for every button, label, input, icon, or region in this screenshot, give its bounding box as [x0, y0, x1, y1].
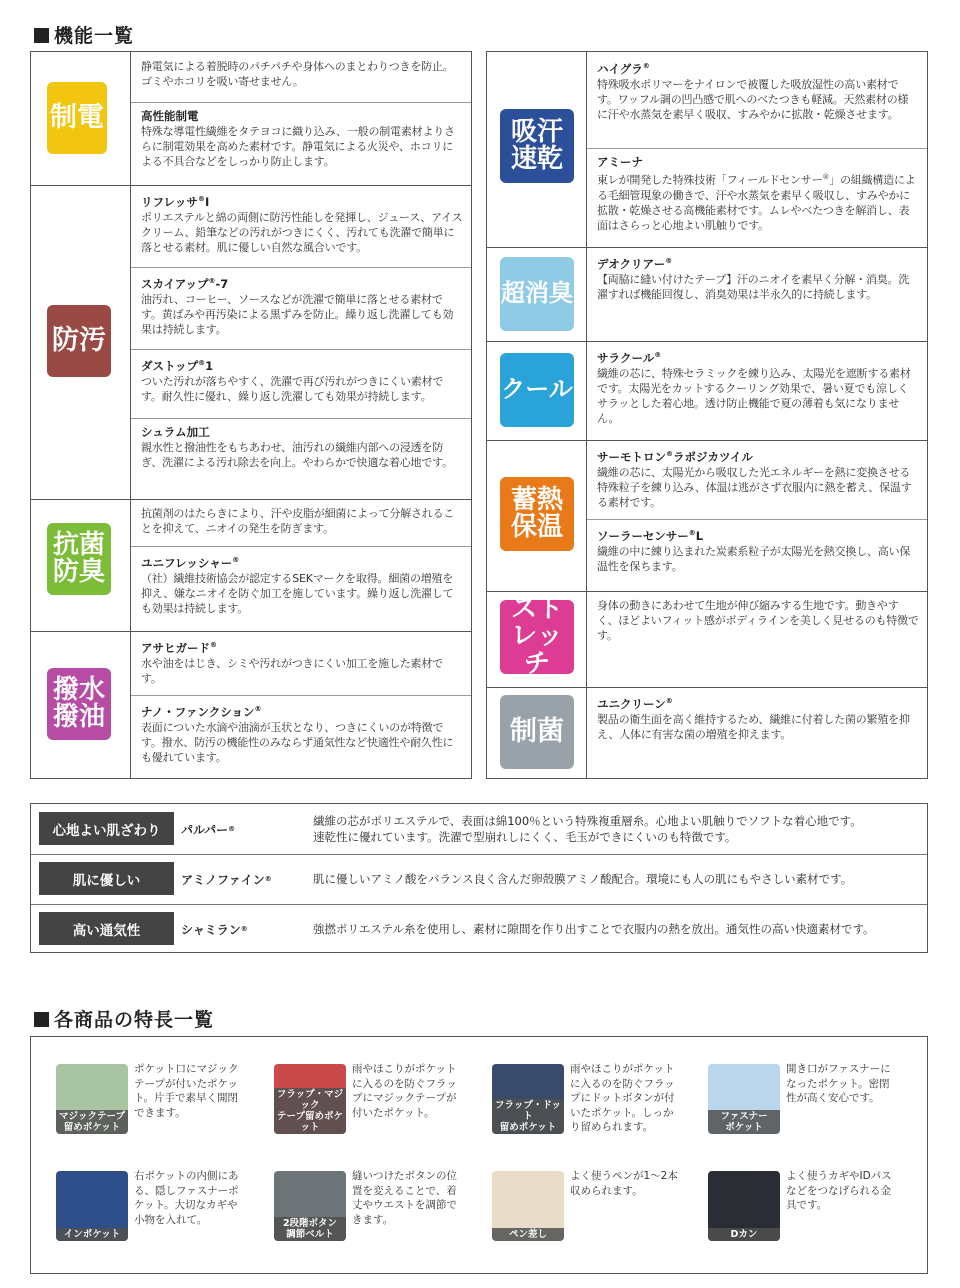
function-badge: クール — [500, 353, 574, 427]
product-feature-description: 雨やほこりがポケットに入るのを防ぐフラップにドットボタンが付いたポケット。しっかり留められます。 — [570, 1063, 675, 1133]
group-label-cell — [31, 499, 131, 631]
product-feature-caption: Dカン — [708, 1228, 780, 1241]
item-description: 【両脇に縫い付けたテープ】汗のニオイを素早く分解・消臭。洗濯すれば機能回復し、消臭効果は半永久的に持続します。 — [597, 272, 910, 301]
comfort-row — [31, 854, 927, 905]
group-label-cell — [487, 247, 587, 341]
function-item — [131, 499, 471, 547]
comfort-material-name: アミノファイン ® — [181, 872, 272, 887]
function-item — [587, 52, 927, 149]
product-feature-photo — [492, 1171, 564, 1241]
product-feature-caption: 2段階ボタン 調節ベルト — [274, 1217, 346, 1241]
item-description: 繊維の芯に、太陽光から吸収した光エネルギーを熱に変換させる特殊粒子を練り込み、体温は逃がさず衣服内に熱を蓄え、保温する素材です。 — [597, 465, 912, 509]
product-feature-caption: ファスナー ポケット — [708, 1110, 780, 1134]
product-feature-photo — [492, 1064, 564, 1134]
function-item — [131, 185, 471, 268]
group-label-cell — [487, 687, 587, 778]
left-group — [31, 631, 471, 778]
item-description: ついた汚れが落ちやすく、洗濯で再び汚れがつきにくい素材です。耐久性に優れ、繰り返し洗濯しても効果が持続します。 — [141, 374, 444, 403]
item-name: シュラム加工 — [141, 425, 210, 439]
group-label-cell — [487, 52, 587, 247]
function-badge: 超消臭 — [500, 257, 574, 331]
right-group — [487, 52, 927, 248]
group-label-cell — [487, 341, 587, 440]
section-title-functions: 機能一覧 — [34, 21, 134, 48]
product-feature — [467, 1064, 685, 1162]
group-label-cell — [31, 185, 131, 499]
function-badge: 撥水 撥油 — [47, 668, 111, 740]
comfort-label: 肌に優しい — [39, 862, 174, 895]
item-name: リフレッサ®Ⅰ — [141, 194, 210, 209]
comfort-material-name: パルパー ® — [181, 822, 236, 837]
function-table-left — [30, 51, 472, 779]
function-badge: スト レッチ — [500, 600, 574, 674]
comfort-row — [31, 804, 927, 855]
right-group — [487, 341, 927, 441]
function-badge: 抗菌 防臭 — [47, 523, 111, 595]
product-feature — [31, 1171, 249, 1269]
left-group — [31, 185, 471, 500]
product-feature-photo — [708, 1171, 780, 1241]
right-group — [487, 247, 927, 342]
item-description: 抗菌剤のはたらきにより、汗や皮脂が細菌によって分解されることを抑えて、ニオイの発生を防ぎます。 — [141, 507, 455, 535]
item-description: 特殊な導電性繊維をタテヨコに織り込み、一般の制電素材よりさらに制電効果を高めた素材です。静電気による火災や、ホコリによる不具合などをしっかり防止します。 — [141, 125, 455, 168]
item-description: 静電気による着脱時のパチパチや身体へのまとわりつきを防止。ゴミやホコリを吸い寄せません。 — [141, 60, 454, 88]
group-label-cell — [487, 591, 587, 687]
function-item — [587, 591, 927, 687]
item-description: 繊維の芯に、特殊セラミックを練り込み、太陽光を遮断する素材です。太陽光をカットするクーリング効果で、暑い夏でも涼しくサラッとした着心地。透け防止機能で夏の薄着も気になりません。 — [597, 366, 911, 425]
item-description: 水や油をはじき、シミや汚れがつきにくい加工を施した素材です。 — [141, 656, 443, 685]
product-feature-caption: ペン差し — [492, 1228, 564, 1241]
comfort-material-name: シャミラン ® — [181, 922, 248, 937]
item-description: 特殊吸水ポリマーをナイロンで被覆した吸放湿性の高い素材です。ワッフル調の凹凸感で肌へのべたつきも軽減。天然素材の様に汗や水蒸気を素早く吸収、すみやかに拡散・乾燥させます。 — [597, 77, 909, 121]
item-description: 親水性と撥油性をもちあわせ、油汚れの繊維内部への浸透を防ぎ、洗濯による汚れ除去を向上。やわらかで快適な着心地です。 — [141, 441, 453, 469]
item-name: ハイグラ® — [597, 61, 650, 76]
product-feature-description: よく使うカギやIDパスなどをつなげられる金具です。 — [786, 1170, 892, 1211]
product-feature-photo — [274, 1171, 346, 1241]
function-item — [587, 519, 927, 591]
item-description: ポリエステルと綿の両側に防汚性能しを発揮し、ジュース、アイスクリーム、鉛筆などの汚れがつきにくく、汚れても洗濯で簡単に落とせる素材。肌に優しい自然な風合いです。 — [141, 210, 463, 254]
comfort-description: 繊維の芯がポリエステルで、表面は綿100％という特殊複重層糸。心地よい肌触りでソフトな着心地です。 速乾性に優れています。洗濯で型崩れしにくく、毛玉ができにくいのも特徴です。 — [313, 814, 862, 844]
group-label-cell — [31, 52, 131, 185]
product-feature-description: 開き口がファスナーになったポケット。密閉性が高く安心です。 — [786, 1063, 891, 1104]
item-name: サラクール® — [597, 350, 662, 365]
function-table-right — [486, 51, 928, 779]
product-feature-description: 右ポケットの内側にある、隠しファスナーポケット。大切なカギや小物を入れて。 — [134, 1170, 239, 1226]
product-feature-photo — [56, 1064, 128, 1134]
product-feature-description: よく使うペンが1～2本収められます。 — [570, 1170, 678, 1197]
group-label-cell — [487, 440, 587, 591]
item-description: 東レが開発した特殊技術「フィールドセンサー®」の組織構造による毛細管現象の働きで、汗や水蒸気を素早く吸収し、すみやかに拡散・乾燥させる高機能素材です。ムレやべたつきを解消し、表面はさらっと心地よい肌触りです。 — [597, 173, 916, 232]
product-features-table — [30, 1036, 928, 1274]
right-group — [487, 687, 927, 778]
function-item — [131, 631, 471, 696]
item-name: ダストップ®1 — [141, 358, 214, 373]
comfort-row — [31, 904, 927, 954]
left-group — [31, 52, 471, 186]
item-name: ユニフレッシャー® — [141, 555, 240, 570]
function-item — [131, 418, 471, 499]
function-item — [587, 440, 927, 520]
item-description: 繊維の中に練り込まれた炭素系粒子が太陽光を熱交換し、高い保温性を保ちます。 — [597, 544, 911, 573]
item-name: ナノ・ファンクション® — [141, 704, 262, 719]
product-feature-caption: フラップ・ドット 留めポケット — [492, 1099, 564, 1134]
product-feature — [31, 1064, 249, 1162]
function-badge: 吸汗 速乾 — [500, 109, 574, 183]
function-badge: 蓄熱 保温 — [500, 477, 574, 551]
right-group — [487, 591, 927, 688]
item-name: アミーナ — [597, 155, 643, 169]
product-feature-description: ポケット口にマジックテープが付いたポケット。片手で素早く開閉できます。 — [134, 1063, 239, 1119]
group-label-cell — [31, 631, 131, 778]
item-name: ユニクリーン® — [597, 696, 673, 711]
product-feature-photo — [56, 1171, 128, 1241]
function-item — [131, 267, 471, 350]
function-item — [131, 695, 471, 778]
function-item — [587, 247, 927, 341]
product-feature — [683, 1171, 901, 1269]
comfort-label: 心地よい肌ざわり — [39, 812, 174, 845]
product-feature-caption: インポケット — [56, 1228, 128, 1241]
product-feature — [683, 1064, 901, 1162]
function-item — [131, 349, 471, 419]
item-description: 製品の衛生面を高く維持するため、繊維に付着した菌の繁殖を抑え、人体に有害な菌の増殖を抑えます。 — [597, 712, 910, 741]
item-description: （社）繊維技術協会が認定するSEKマークを取得。細菌の増殖を抑え、嫌なニオイを防ぐ加工を施しています。繰り返し洗濯しても効果は持続します。 — [141, 571, 454, 615]
item-description: 油汚れ、コーヒー、ソースなどが洗濯で簡単に落とせる素材です。黄ばみや再汚染による黒ずみを防止。繰り返し洗濯しても効果は持続します。 — [141, 292, 454, 336]
item-name: アサヒガード® — [141, 640, 217, 655]
comfort-label: 高い通気性 — [39, 912, 174, 945]
product-feature-photo — [274, 1064, 346, 1134]
function-badge: 制電 — [47, 82, 107, 154]
product-feature-caption: フラップ・マジック テープ留めポケット — [274, 1088, 346, 1134]
comfort-table — [30, 803, 928, 953]
item-name: ソーラーセンサー®L — [597, 528, 704, 543]
function-item — [587, 148, 927, 247]
product-feature — [467, 1171, 685, 1269]
item-description: 身体の動きにあわせて生地が伸び縮みする生地です。動きやすく、ほどよいフィット感がボディラインを美しく見せるのも特徴です。 — [597, 599, 919, 642]
item-name: 高性能制電 — [141, 109, 199, 123]
product-feature-description: 縫いつけたボタンの位置を変えることで、着丈やウエストを調節できます。 — [352, 1170, 457, 1226]
product-feature — [249, 1171, 467, 1269]
item-name: スカイアップ®-7 — [141, 276, 229, 291]
product-feature-caption: マジックテープ 留めポケット — [56, 1110, 128, 1134]
item-name: デオクリアー® — [597, 256, 673, 271]
right-group — [487, 440, 927, 592]
function-item — [131, 102, 471, 185]
function-item — [587, 341, 927, 440]
function-item — [587, 687, 927, 778]
product-feature-photo — [708, 1064, 780, 1134]
item-name: サーモトロン®ラポジカツイル — [597, 449, 753, 464]
product-feature — [249, 1064, 467, 1162]
product-feature-description: 雨やほこりがポケットに入るのを防ぐフラップにマジックテープが付いたポケット。 — [352, 1063, 457, 1119]
function-item — [131, 52, 471, 103]
function-badge: 防汚 — [47, 305, 111, 377]
left-group — [31, 499, 471, 632]
function-item — [131, 546, 471, 631]
section-title-products: 各商品の特長一覧 — [34, 1005, 214, 1032]
item-description: 表面についた水滴や油滴が玉状となり、つきにくいのが特徴です。撥水、防汚の機能性のみならず通気性など快適性や耐久性にも優れています。 — [141, 720, 454, 764]
comfort-description: 強撚ポリエステル糸を使用し、素材に隙間を作り出すことで衣服内の熱を放出。通気性の高い快適素材です。 — [313, 922, 875, 936]
comfort-description: 肌に優しいアミノ酸をバランス良く含んだ卵殻膜アミノ酸配合。環境にも人の肌にもやさしい素材です。 — [313, 872, 853, 886]
function-badge: 制菌 — [500, 695, 574, 769]
